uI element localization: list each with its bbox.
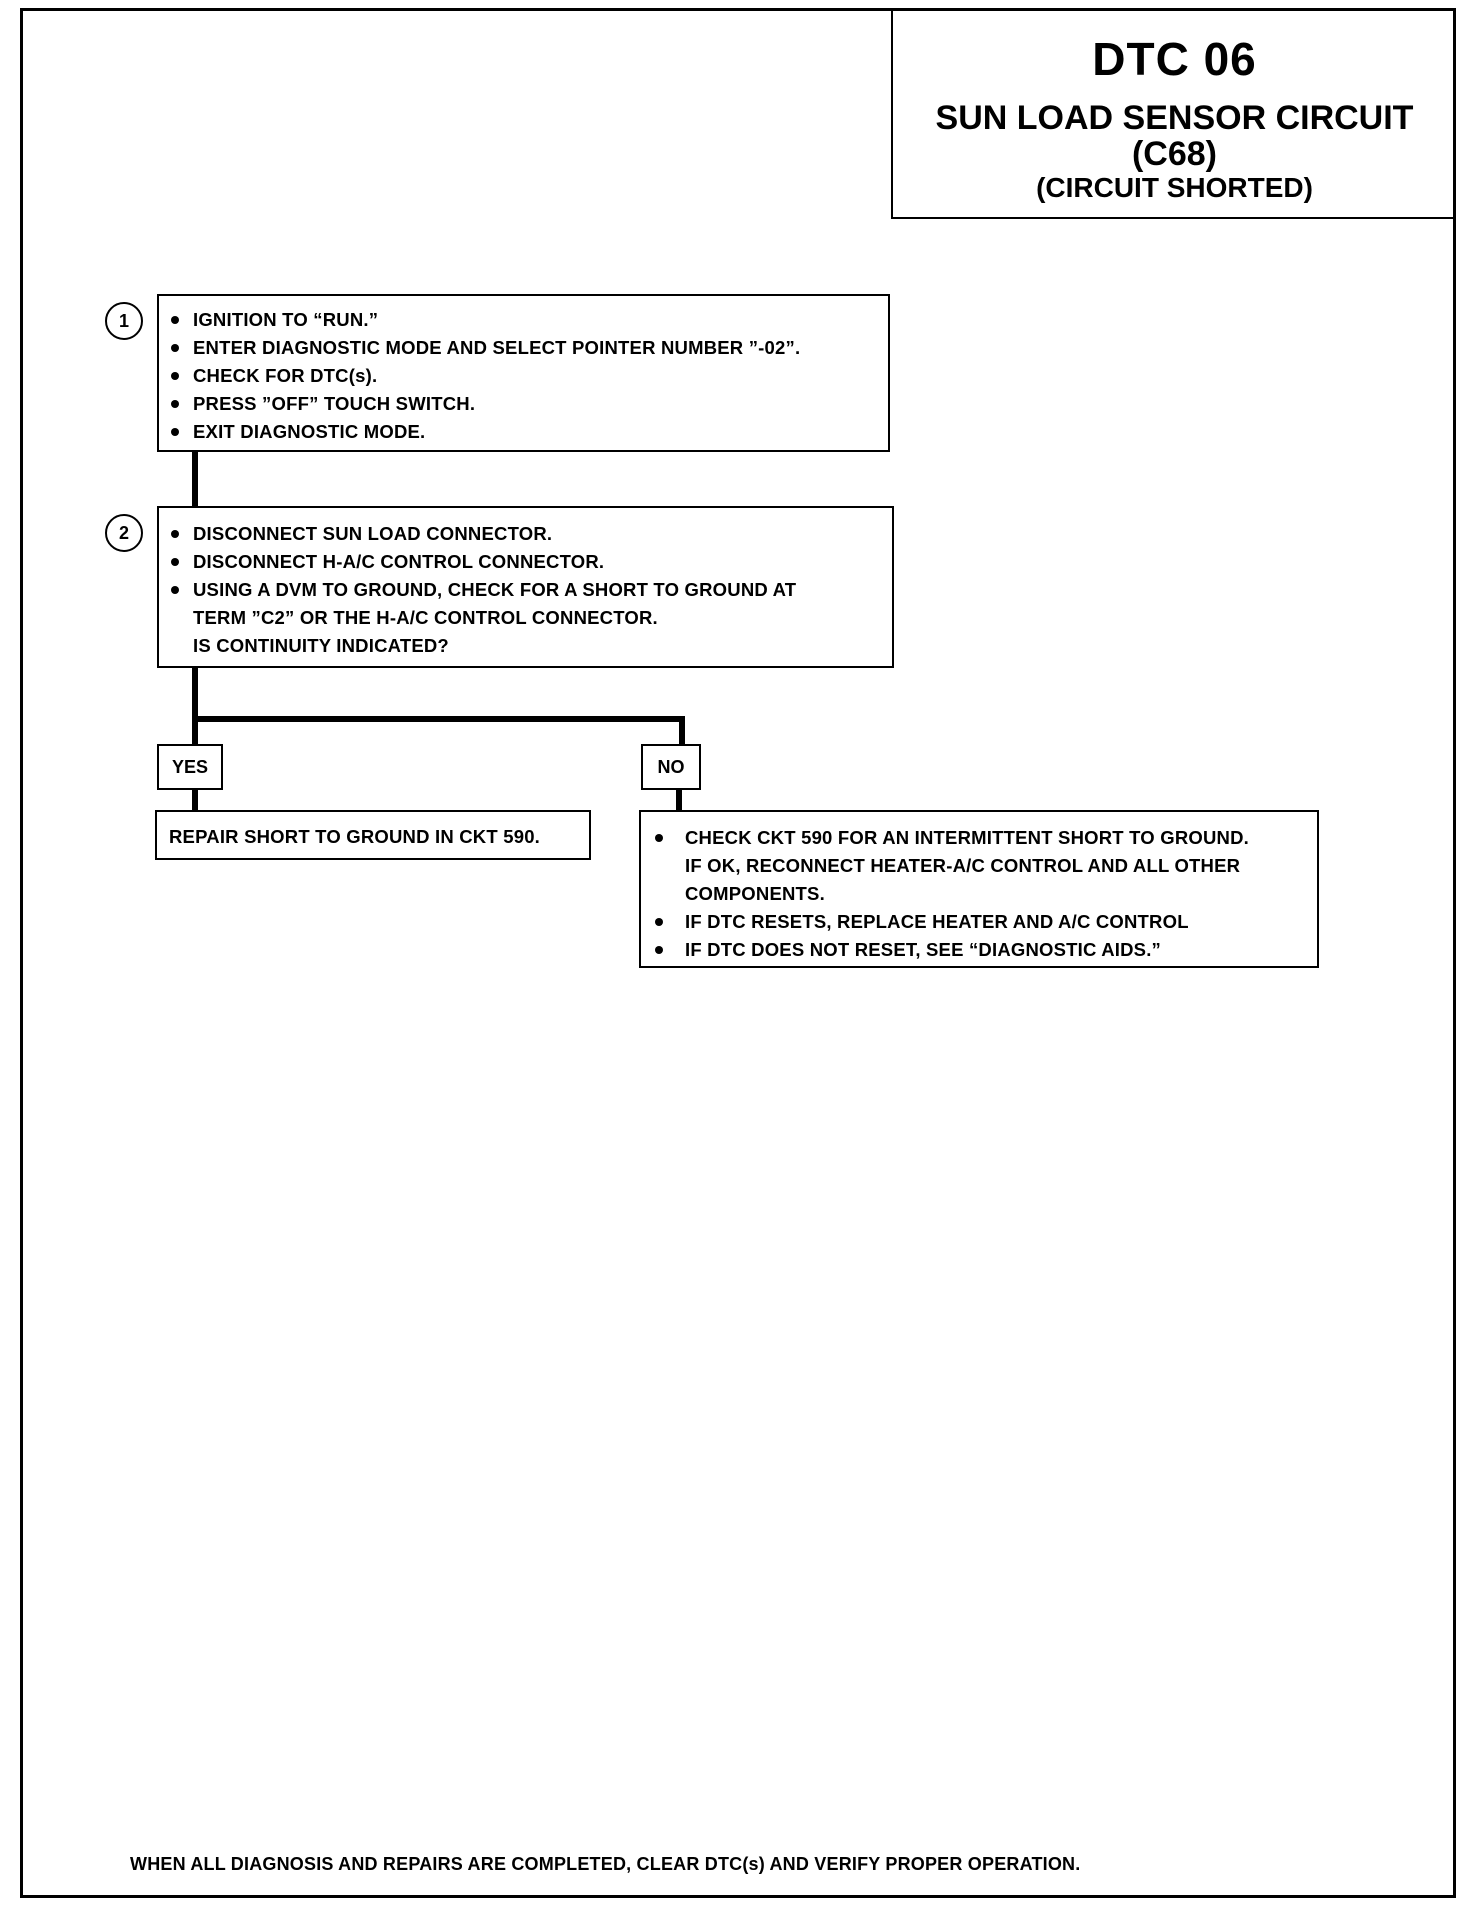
list-item: CHECK CKT 590 FOR AN INTERMITTENT SHORT TO GROUND. <box>641 824 1317 852</box>
bullet-icon <box>655 918 663 926</box>
no-action-box <box>639 810 1319 968</box>
title-block <box>891 8 1456 219</box>
bullet-icon <box>171 400 179 408</box>
no-action-continuation-2: COMPONENTS. <box>685 883 825 904</box>
no-label: NO <box>641 744 701 790</box>
dtc-code: DTC 06 <box>1092 33 1257 85</box>
step-2-question: IS CONTINUITY INDICATED? <box>193 635 449 656</box>
list-item: DISCONNECT SUN LOAD CONNECTOR. <box>159 520 892 548</box>
connector-to-yes <box>192 716 198 744</box>
bullet-icon <box>171 586 179 594</box>
list-item: IF DTC DOES NOT RESET, SEE “DIAGNOSTIC AIDS.” <box>641 936 1317 964</box>
list-item: IGNITION TO “RUN.” <box>159 306 888 334</box>
yes-action-text: REPAIR SHORT TO GROUND IN CKT 590. <box>169 826 541 847</box>
list-item: CHECK FOR DTC(s). <box>159 362 888 390</box>
list-item: ENTER DIAGNOSTIC MODE AND SELECT POINTER NUMBER ”-02”. <box>159 334 888 362</box>
title-line-1: SUN LOAD SENSOR CIRCUIT <box>935 99 1414 137</box>
title-line-3: (CIRCUIT SHORTED) <box>1036 172 1313 203</box>
list-item: USING A DVM TO GROUND, CHECK FOR A SHORT TO GROUND AT <box>159 576 892 604</box>
connector-yes-to-action <box>192 788 198 810</box>
bullet-icon <box>171 316 179 324</box>
step-2-box <box>157 506 894 668</box>
bullet-icon <box>171 530 179 538</box>
bullet-icon <box>171 344 179 352</box>
footer-note: WHEN ALL DIAGNOSIS AND REPAIRS ARE COMPLETED, CLEAR DTC(s) AND VERIFY PROPER OPERATION. <box>130 1854 1081 1874</box>
bullet-icon <box>655 834 663 842</box>
step-1-number: 1 <box>105 302 143 340</box>
list-item: IF DTC RESETS, REPLACE HEATER AND A/C CONTROL <box>641 908 1317 936</box>
connector-to-no <box>679 716 685 744</box>
connector-step1-step2 <box>192 452 198 506</box>
title-line-2: (C68) <box>1131 135 1218 173</box>
yes-action-box <box>155 810 591 860</box>
bullet-icon <box>171 372 179 380</box>
step-1-box <box>157 294 890 452</box>
no-action-continuation-1: IF OK, RECONNECT HEATER-A/C CONTROL AND ALL OTHER <box>685 855 1241 876</box>
step-2-number: 2 <box>105 514 143 552</box>
list-item: EXIT DIAGNOSTIC MODE. <box>159 418 888 446</box>
list-item: PRESS ”OFF” TOUCH SWITCH. <box>159 390 888 418</box>
connector-step2-branch <box>192 666 198 722</box>
bullet-icon <box>655 946 663 954</box>
connector-branch-horizontal <box>192 716 685 722</box>
bullet-icon <box>171 558 179 566</box>
step-2-continuation-1: TERM ”C2” OR THE H-A/C CONTROL CONNECTOR. <box>193 607 658 628</box>
list-item: DISCONNECT H-A/C CONTROL CONNECTOR. <box>159 548 892 576</box>
bullet-icon <box>171 428 179 436</box>
connector-no-to-action <box>676 788 682 810</box>
yes-label: YES <box>157 744 223 790</box>
